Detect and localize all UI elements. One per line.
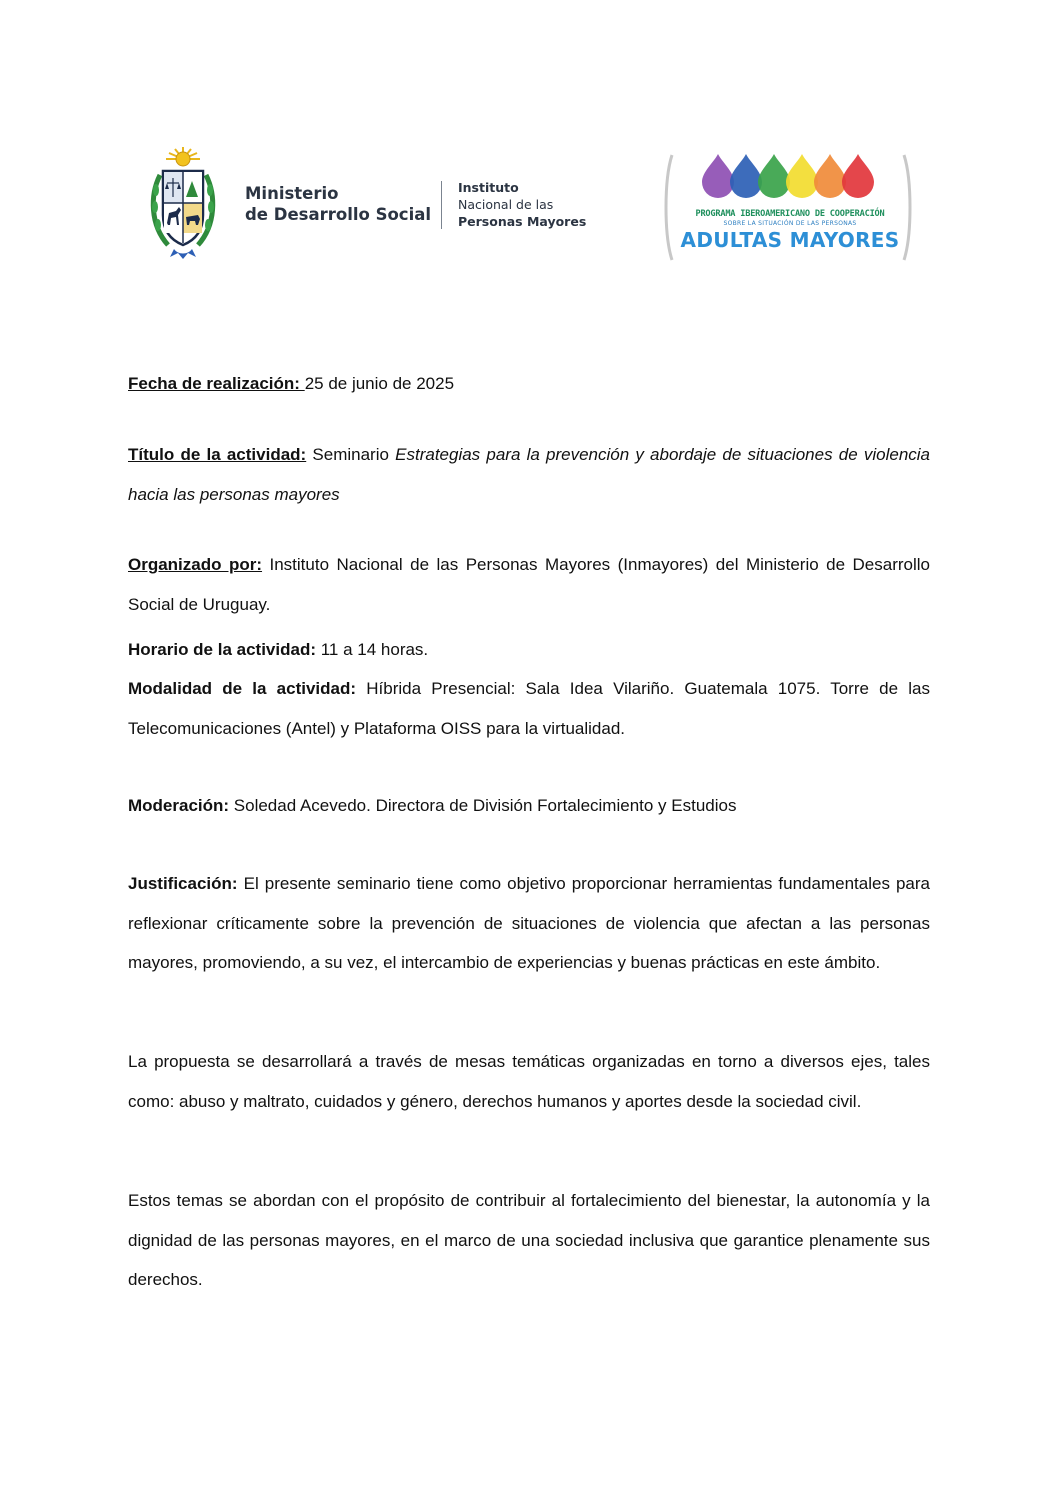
justificacion-section [128, 864, 930, 983]
horario-section [128, 630, 930, 670]
moderacion-value: Soledad Acevedo. Directora de División Fortalecimiento y Estudios [229, 796, 737, 815]
color-drop-3 [758, 154, 790, 198]
color-drop-5 [814, 154, 846, 198]
fecha-section [128, 364, 930, 404]
organizado-value: Instituto Nacional de las Personas Mayores (Inmayores) del Ministerio de Desarrollo Social de Uruguay. [128, 555, 930, 614]
justificacion-label: Justificación: [128, 874, 238, 893]
horario-label: Horario de la actividad: [128, 640, 316, 659]
paragraph-propuesta: La propuesta se desarrollará a través de mesas temáticas organizadas en torno a diversos ejes, tales como: abuso y maltrato, cuidados y género, derechos humanos y aportes desde la sociedad civil. [128, 1052, 930, 1111]
paragraph-temas: Estos temas se abordan con el propósito de contribuir al fortalecimiento del bienestar, la autonomía y la dignidad de las personas mayores, en el marco de una sociedad inclusiva que garantice plenamente sus derechos. [128, 1191, 930, 1289]
inmayores-line-2: Nacional de las [458, 197, 554, 212]
color-drop-1 [702, 154, 734, 198]
titulo-section [128, 435, 930, 514]
organizado-section [128, 545, 930, 624]
inmayores-line-1: Instituto [458, 180, 519, 195]
modalidad-section [128, 669, 930, 748]
titulo-prefix: Seminario [306, 445, 396, 464]
logo-divider [441, 181, 442, 229]
uruguay-coat-of-arms-logo [148, 145, 218, 263]
mides-line-1: Ministerio [245, 184, 339, 203]
inmayores-line-3: Personas Mayores [458, 214, 587, 229]
color-drop-2 [730, 154, 762, 198]
fecha-label: Fecha de realización: [128, 374, 305, 393]
programa-subtitle: SOBRE LA SITUACIÓN DE LAS PERSONAS [723, 220, 857, 227]
color-drop-6 [842, 154, 874, 198]
modalidad-label: Modalidad de la actividad: [128, 679, 357, 698]
color-drops-icon [702, 154, 874, 198]
titulo-italic: Estrategias para la prevención y abordaje de situaciones de violencia hacia las personas mayores [128, 445, 931, 504]
justificacion-value: El presente seminario tiene como objetivo proporcionar herramientas fundamentales para reflexionar críticamente sobre la prevención de situaciones de violencia que afectan a las personas mayores, promoviendo, a su vez, el intercambio de experiencias y buenas prácticas en este ámbito. [128, 874, 930, 972]
modalidad-value: Híbrida Presencial: Sala Idea Vilariño. Guatemala 1075. Torre de las Telecomunicaciones (Antel) y Plataforma OISS para la virtualidad. [128, 679, 930, 738]
programa-title: ADULTAS MAYORES [680, 228, 900, 252]
programa-name: PROGRAMA IBEROAMERICANO DE COOPERACIÓN [695, 209, 885, 219]
inmayores-logo-text [458, 179, 586, 230]
organizado-label: Organizado por: [128, 555, 263, 574]
titulo-label: Título de la actividad: [128, 445, 307, 464]
mides-logo-text [245, 183, 431, 225]
moderacion-label: Moderación: [128, 796, 230, 815]
moderacion-section [128, 786, 930, 826]
horario-value: 11 a 14 horas. [316, 640, 429, 659]
color-drop-4 [786, 154, 818, 198]
fecha-value: 25 de junio de 2025 [304, 374, 455, 393]
mides-line-2: de Desarrollo Social [245, 205, 432, 224]
